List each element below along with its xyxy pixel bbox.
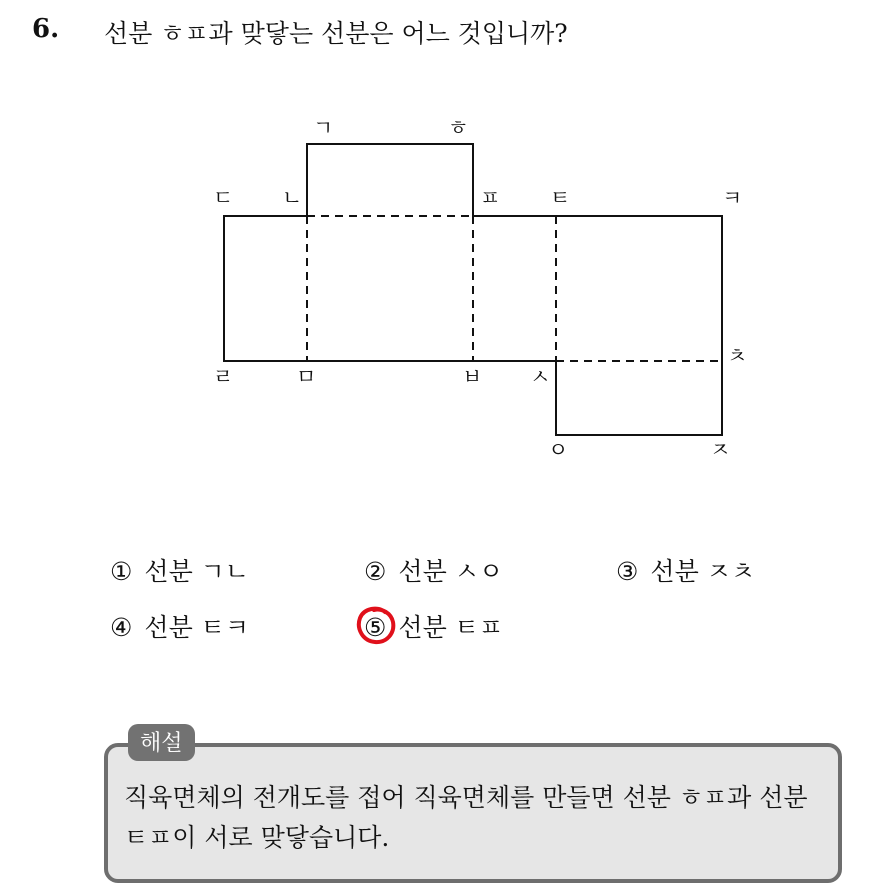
vertex-label-bieup: ㅂ (462, 365, 483, 389)
question-number: 6. (32, 14, 60, 44)
choice-number: ③ (616, 557, 639, 586)
vertex-label-pieup: ㅍ (480, 186, 501, 210)
vertex-label-tieut: ㅌ (550, 186, 571, 210)
choice-label: 선분 ㄱㄴ (144, 557, 249, 586)
vertex-label-siot: ㅅ (530, 365, 551, 389)
vertex-label-ieung: ㅇ (548, 438, 569, 462)
explanation-tab: 해설 (128, 724, 195, 761)
question-text: 선분 ㅎㅍ과 맞닿는 선분은 어느 것입니까? (104, 19, 568, 48)
choice-4[interactable] (110, 608, 249, 644)
choice-number: ④ (110, 613, 133, 642)
choice-label: 선분 ㅌㅋ (144, 613, 249, 642)
vertex-label-mieum: ㅁ (296, 365, 317, 389)
choice-label: 선분 ㅅㅇ (398, 557, 503, 586)
vertex-label-jieut: ㅈ (710, 438, 731, 462)
vertex-label-kieuk: ㅋ (722, 186, 743, 210)
choice-3[interactable] (616, 552, 755, 588)
choice-number: ⑤ (364, 613, 387, 642)
vertex-label-rieul: ㄹ (213, 365, 234, 389)
choice-1[interactable] (110, 552, 249, 588)
choice-number: ② (364, 557, 387, 586)
vertex-label-hieut: ㅎ (448, 116, 469, 140)
choice-label: 선분 ㅌㅍ (398, 613, 503, 642)
explanation-text: 직육면체의 전개도를 접어 직육면체를 만들면 선분 ㅎㅍ과 선분 ㅌㅍ이 서로 맞닿습니다. (124, 783, 808, 852)
vertex-label-chieut: ㅊ (727, 344, 748, 368)
answer-circle-mark (354, 603, 398, 647)
vertex-label-nieun: ㄴ (282, 186, 303, 210)
choice-number: ① (110, 557, 133, 586)
vertex-label-giyeok: ㄱ (313, 116, 334, 140)
choice-2[interactable] (364, 552, 503, 588)
choice-label: 선분 ㅈㅊ (650, 557, 755, 586)
vertex-label-digeut: ㄷ (213, 186, 234, 210)
